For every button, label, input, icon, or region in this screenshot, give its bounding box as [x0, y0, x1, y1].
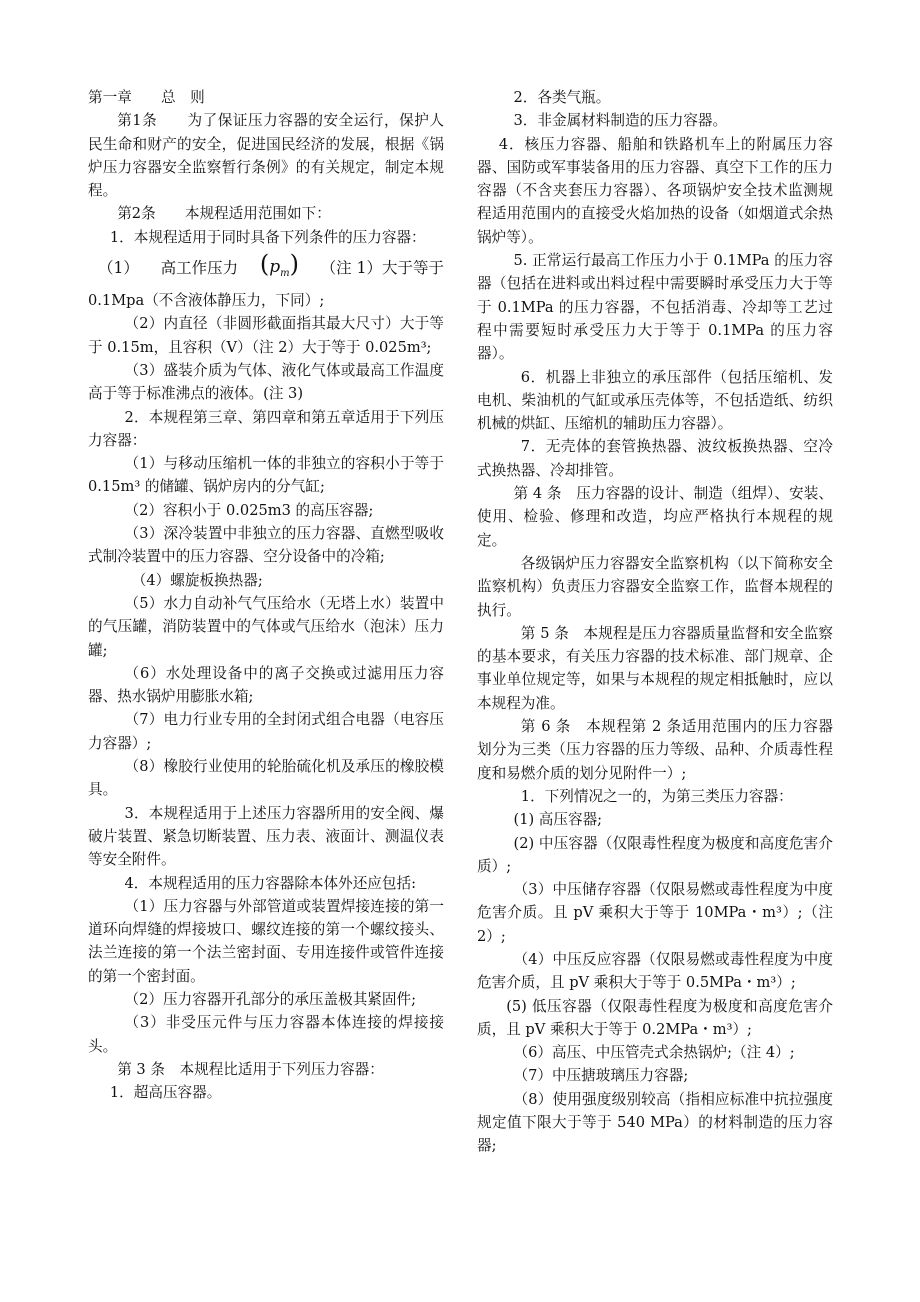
paragraph: (1) 高压容器;: [513, 811, 603, 829]
paragraph: 1．超高压容器。: [109, 1084, 222, 1102]
paragraph: 第2条 本规程适用范围如下：: [117, 205, 331, 223]
paragraph: （8）使用强度级别较高（指相应标准中抗拉强度规定值下限大于等于 540 MPa）的材料制造的压力容器;: [477, 1090, 833, 1155]
formula-line: [88, 249, 444, 289]
paragraph: 7．无壳体的套管换热器、波纹板换热器、空冷式换热器、冷却排管。: [477, 438, 833, 479]
paragraph: 第 6 条 本规程第 2 条适用范围内的压力容器划分为三类（压力容器的压力等级、品种、介质毒性程度和易燃介质的划分见附件一）;: [477, 718, 833, 782]
paragraph: 第 5 条 本规程是压力容器质量监督和安全监察的基本要求，有关压力容器的技术标准、部门规章、企事业单位规定等，如果与本规程的规定相抵触时，应以本规程为准。: [477, 624, 833, 712]
paragraph: （3）盛装介质为气体、液化气体或最高工作温度高于等于标准沸点的液体。(注 3): [88, 361, 444, 403]
paragraph: 5. 正常运行最高工作压力小于 0.1MPa 的压力容器（包括在进料或出料过程中需要瞬时承受压力大于等于 0.1MPa 的压力容器，不包括消毒、冷却等工艺过程中需要短时承受压力大于等于 0.1MPa 的压力容器）。: [477, 252, 833, 363]
paragraph: （6）高压、中压管壳式余热锅炉;（注 4）;: [513, 1044, 795, 1062]
paragraph: 3．本规程适用于上述压力容器所用的安全阀、爆破片装置、紧急切断装置、压力表、液面计、测温仪表等安全附件。: [88, 804, 444, 869]
paragraph: 4．核压力容器、船舶和铁路机车上的附属压力容器、国防或军事装备用的压力容器、真空下工作的压力容器（不含夹套压力容器）、各项锅炉安全技术监测规程适用范围内的直接受火焰加热的设备（如烟道式余热锅炉等）。: [477, 135, 833, 246]
paragraph: （1）与移动压缩机一体的非独立的容积小于等于 0.15m³ 的储罐、锅炉房内的分气缸;: [88, 455, 444, 496]
formula-note: （注 1）大于等于: [320, 259, 444, 278]
paragraph: 1．本规程适用于同时具备下列条件的压力容器：: [109, 228, 426, 246]
paragraph: 第1条 为了保证压力容器的安全运行，保护人民生命和财产的安全，促进国民经济的发展，根据《锅炉压力容器安全监察暂行条例》的有关规定，制定本规程。: [88, 112, 444, 200]
right-column: [477, 86, 833, 1158]
paragraph: 第 4 条 压力容器的设计、制造（组焊）、安装、使用、检验、修理和改造，均应严格执行本规程的规定。: [477, 485, 833, 549]
paragraph: 1．下列情况之一的，为第三类压力容器：: [520, 787, 793, 805]
paragraph: (5) 低压容器（仅限毒性程度为极度和高度危害介质，且 pV 乘积大于等于 0.2MPa・m³）;: [477, 997, 833, 1038]
paragraph: （3）中压储存容器（仅限易燃或毒性程度为中度危害介质。且 pV 乘积大于等于 10MPa・m³）;（注 2）;: [477, 881, 833, 945]
paragraph: （4）螺旋板换热器;: [131, 571, 263, 589]
paragraph: （2）压力容器开孔部分的承压盖极其紧固件;: [124, 990, 416, 1008]
formula-symbol: $(p_m)$: [259, 249, 299, 279]
paragraph: （3）非受压元件与压力容器本体连接的焊接接头。: [88, 1014, 444, 1055]
paragraph: （2）内直径（非圆形截面指其最大尺寸）大于等于 0.15m，且容积（V）（注 2）大于等于 0.025m³;: [88, 315, 444, 356]
left-column: [88, 86, 444, 1104]
formula-item-number: （1）: [98, 259, 139, 278]
paragraph: 6．机器上非独立的承压部件（包括压缩机、发电机、柴油机的气缸或承压壳体等，不包括造纸、纺织机械的烘缸、压缩机的辅助压力容器）。: [477, 368, 833, 433]
paragraph: 3．非金属材料制造的压力容器。: [513, 112, 728, 130]
paragraph: 4．本规程适用的压力容器除本体外还应包括:: [124, 874, 416, 892]
paragraph: 第 3 条 本规程比适用于下列压力容器：: [117, 1060, 384, 1078]
paragraph: （5）水力自动补气气压给水（无塔上水）装置中的气压罐，消防装置中的气体或气压给水（泡沫）压力罐;: [88, 594, 444, 659]
paragraph: （7）中压搪玻璃压力容器;: [513, 1067, 689, 1085]
paragraph: （7）电力行业专用的全封闭式组合电器（电容压力容器）;: [88, 711, 444, 752]
formula-subscript: m: [280, 267, 290, 279]
paragraph: 2．各类气瓶。: [513, 89, 611, 106]
paragraph: （4）中压反应容器（仅限易燃或毒性程度为中度危害介质，且 pV 乘积大于等于 0.5MPa・m³）;: [477, 950, 833, 992]
paragraph: 0.1Mpa（不含液体静压力，下同）;: [88, 292, 325, 310]
chapter-heading: 第一章 总 则: [88, 89, 205, 106]
paragraph: 2．本规程第三章、第四章和第五章适用于下列压力容器：: [88, 408, 444, 449]
paragraph: （6）水处理设备中的离子交换或过滤用压力容器、热水锅炉用膨胀水箱;: [88, 664, 444, 706]
paragraph: （3）深冷装置中非独立的压力容器、直燃型吸收式制冷装置中的压力容器、空分设备中的冷箱;: [88, 525, 444, 566]
paragraph: （8）橡胶行业使用的轮胎硫化机及承压的橡胶模具。: [88, 758, 444, 799]
paragraph: 各级锅炉压力容器安全监察机构（以下简称安全监察机构）负责压力容器安全监察工作，监督本规程的执行。: [477, 554, 833, 619]
paragraph: （1）压力容器与外部管道或装置焊接连接的第一道环向焊缝的焊接坡口、螺纹连接的第一个螺纹接头、法兰连接的第一个法兰密封面、专用连接件或管件连接的第一个密封面。: [88, 897, 444, 985]
formula-label: 高工作压力: [160, 259, 239, 278]
formula-symbol-p: p: [269, 256, 281, 277]
paragraph: （2）容积小于 0.025m3 的高压容器;: [124, 501, 374, 519]
paragraph: (2) 中压容器（仅限毒性程度为极度和高度危害介质）;: [477, 834, 833, 875]
